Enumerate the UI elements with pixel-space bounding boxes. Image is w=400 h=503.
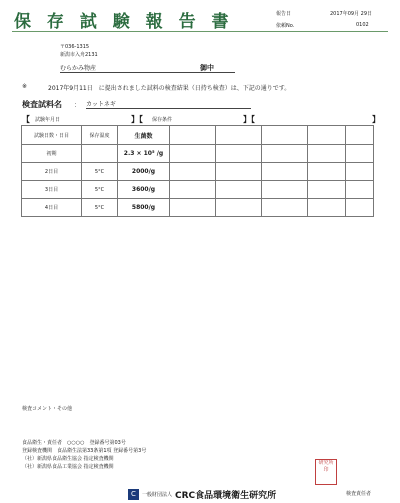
empty-cell <box>170 199 216 217</box>
seal-stamp: 研究所 印 <box>315 459 337 485</box>
empty-cell <box>170 145 216 163</box>
empty-cell <box>262 163 308 181</box>
postal-code: 〒036-1315 <box>60 44 90 50</box>
company-name: むらかみ物産 <box>60 63 235 73</box>
logo-mark-icon: C <box>128 489 139 500</box>
header-empty <box>216 126 262 145</box>
empty-cell <box>170 163 216 181</box>
sample-label: 検査試料名 <box>22 100 62 109</box>
empty-cell <box>216 145 262 163</box>
row-day: 2日目 <box>22 163 82 181</box>
empty-cell <box>262 199 308 217</box>
comments-label: 検査コメント・その他 <box>22 406 73 412</box>
row-day: 4日目 <box>22 199 82 217</box>
bracket-open-date: 【 <box>22 115 30 124</box>
table-row <box>22 145 374 163</box>
empty-cell <box>216 163 262 181</box>
logo-prefix: 一般財団法人 <box>142 492 173 498</box>
empty-cell <box>262 145 308 163</box>
report-title: 保 存 試 験 報 告 書 <box>14 12 234 32</box>
bracket-close-date: 】【 <box>131 115 143 124</box>
order-no-label: 依頼No. <box>276 23 295 29</box>
row-day: 3日目 <box>22 181 82 199</box>
date-label: 試験年月日 <box>35 117 61 123</box>
footer-line: 食品衛生・責任者 ○○○○ 登録番号第03号 <box>22 440 126 446</box>
table-row <box>22 199 374 217</box>
note-mark: ※ <box>22 83 28 90</box>
row-temp: 5°C <box>82 181 118 199</box>
row-value: 2000/g <box>118 163 170 181</box>
empty-cell <box>346 199 374 217</box>
intro-text: 2017年9月11日 に提出されました試料の検査結果（日持ち検査）は、下記の通りです。 <box>48 85 291 92</box>
table-row <box>22 163 374 181</box>
report-date: 2017年09月 29日 <box>330 11 373 17</box>
empty-cell <box>170 181 216 199</box>
honorific: 御中 <box>200 64 214 72</box>
org-name: CRC食品環境衛生研究所 <box>175 491 277 501</box>
bracket-close-cond: 】【 <box>243 115 255 124</box>
empty-cell <box>308 199 346 217</box>
row-temp <box>82 145 118 163</box>
empty-cell <box>308 181 346 199</box>
header-empty <box>262 126 308 145</box>
row-day: 初期 <box>22 145 82 163</box>
empty-cell <box>346 145 374 163</box>
table-row <box>22 181 374 199</box>
header-empty <box>308 126 346 145</box>
org-logo <box>128 484 276 503</box>
header-empty <box>346 126 374 145</box>
header-empty <box>170 126 216 145</box>
empty-cell <box>308 163 346 181</box>
footer-line: （社）新潟県食品衛生協会 指定検査機関 <box>22 456 114 462</box>
table-header-row <box>22 126 374 145</box>
address: 新潟市入舟2131 <box>60 52 98 58</box>
empty-cell <box>308 145 346 163</box>
row-temp: 5°C <box>82 199 118 217</box>
empty-cell <box>216 199 262 217</box>
sample-name: カットネギ <box>86 99 251 109</box>
sample-separator: ： <box>74 102 81 109</box>
signature-label: 検査責任者 <box>346 491 372 497</box>
row-value: 3600/g <box>118 181 170 199</box>
row-temp: 5°C <box>82 163 118 181</box>
header-days: 試験日数・日目 <box>22 126 82 145</box>
row-value: 2.3 × 10⁵ /g <box>118 145 170 163</box>
empty-cell <box>346 181 374 199</box>
title-rule <box>12 31 388 32</box>
condition-label: 保存条件 <box>152 117 173 123</box>
report-date-label: 報告日 <box>276 11 292 17</box>
header-temp: 保存温度 <box>82 126 118 145</box>
empty-cell <box>262 181 308 199</box>
order-no: 0102 <box>356 22 369 28</box>
header-count: 生菌数 <box>118 126 170 145</box>
footer-line: （社）新潟県食品工業協会 指定検査機関 <box>22 464 114 470</box>
footer-line: 登録検査機関 食品衛生法第33条第1項 登録番号第3号 <box>22 448 147 454</box>
results-table <box>21 125 374 217</box>
empty-cell <box>216 181 262 199</box>
bracket-end: 】 <box>372 115 380 124</box>
empty-cell <box>346 163 374 181</box>
row-value: 5800/g <box>118 199 170 217</box>
